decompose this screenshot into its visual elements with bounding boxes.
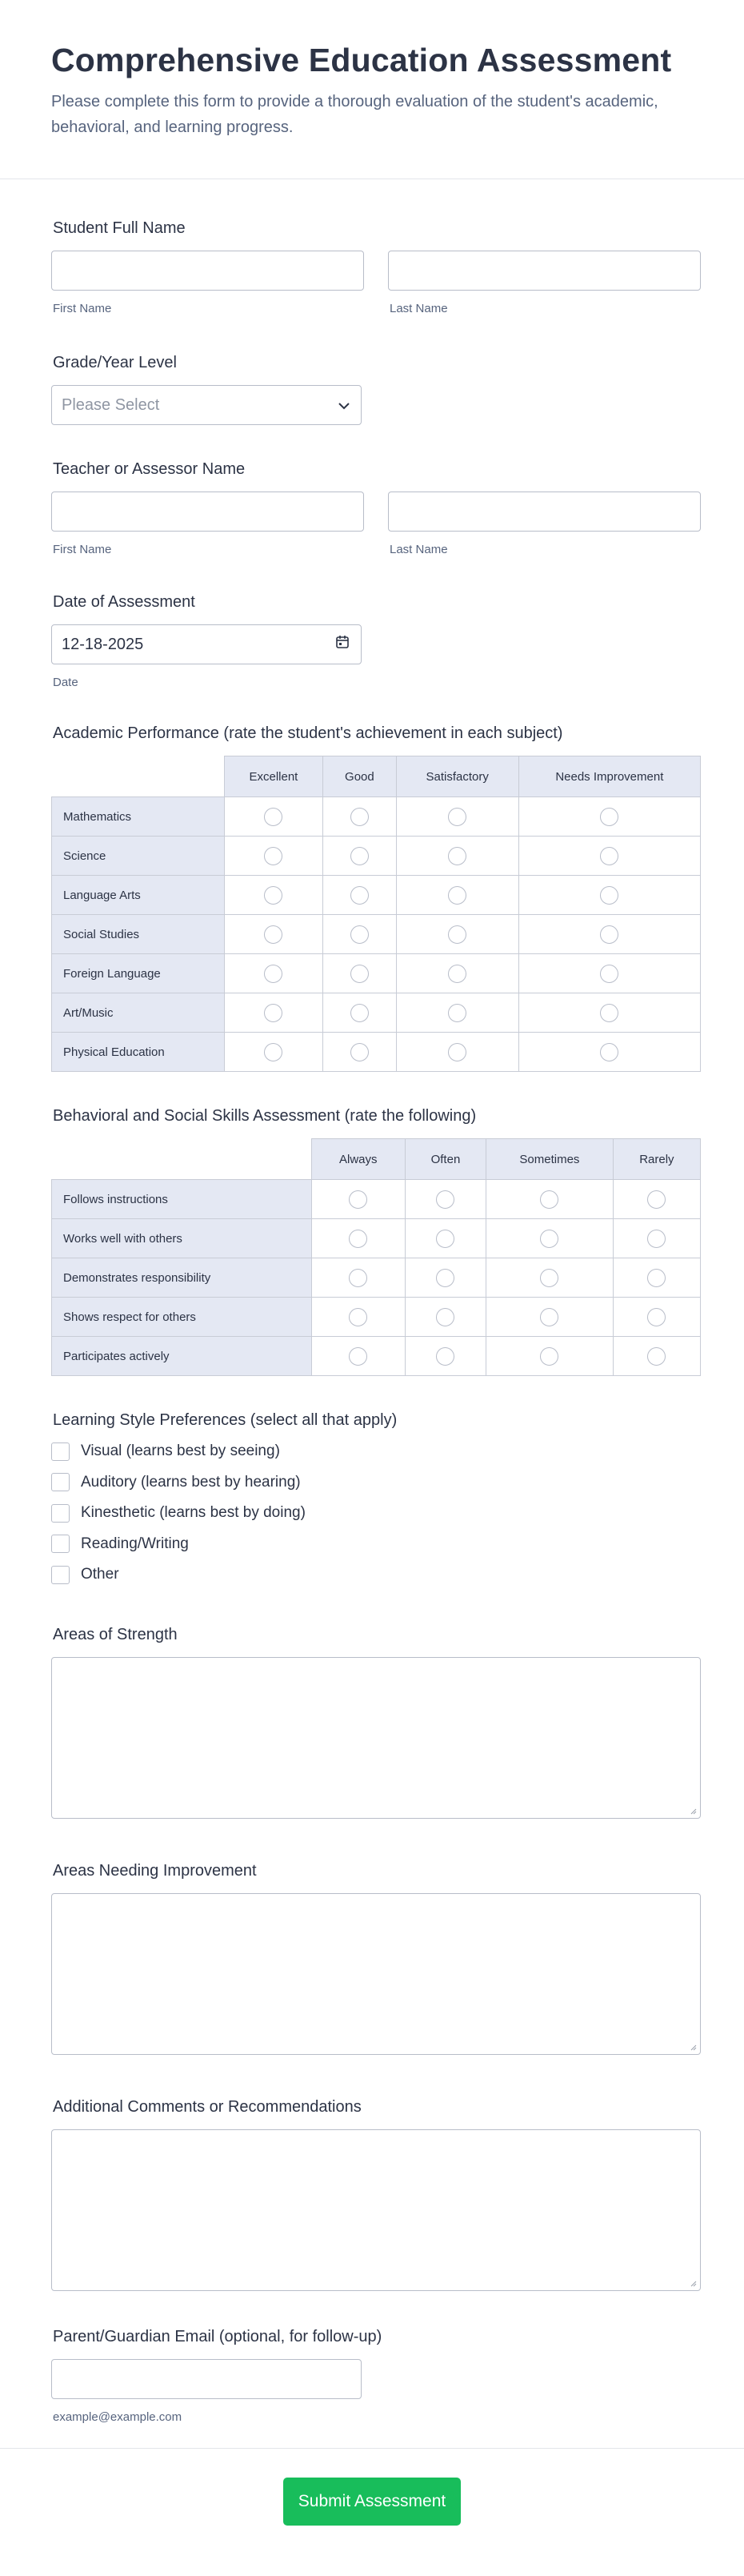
matrix-cell (405, 1219, 486, 1258)
matrix-cell (405, 1298, 486, 1337)
matrix-cell (323, 954, 397, 993)
rating-radio[interactable] (264, 1004, 282, 1022)
learning-style-checkbox[interactable] (51, 1504, 70, 1523)
rating-radio[interactable] (647, 1308, 666, 1326)
date-section (51, 593, 701, 689)
matrix-column-header: Needs Improvement (518, 756, 700, 797)
rating-radio[interactable] (264, 808, 282, 826)
matrix-column-header: Rarely (613, 1139, 700, 1180)
rating-radio[interactable] (448, 808, 466, 826)
matrix-cell (224, 797, 322, 837)
rating-radio[interactable] (540, 1230, 558, 1248)
matrix-row-label: Language Arts (52, 876, 225, 915)
matrix-row (52, 876, 701, 915)
grade-select[interactable] (51, 385, 362, 425)
matrix-row-label: Art/Music (52, 993, 225, 1033)
matrix-cell (311, 1337, 405, 1376)
matrix-row-label: Foreign Language (52, 954, 225, 993)
rating-radio[interactable] (436, 1269, 454, 1287)
matrix-cell (405, 1337, 486, 1376)
matrix-cell (405, 1258, 486, 1298)
matrix-corner (52, 756, 225, 797)
rating-radio[interactable] (540, 1308, 558, 1326)
rating-radio[interactable] (436, 1347, 454, 1366)
resize-grip-icon[interactable] (689, 1807, 697, 1815)
rating-radio[interactable] (448, 886, 466, 905)
rating-radio[interactable] (448, 965, 466, 983)
date-label: Date of Assessment (53, 593, 195, 611)
email-section (51, 2328, 701, 2424)
teacher-last-name-input[interactable] (388, 492, 701, 532)
matrix-cell (224, 1033, 322, 1072)
matrix-cell (486, 1219, 614, 1258)
matrix-column-header: Often (405, 1139, 486, 1180)
comments-section (51, 2098, 701, 2291)
rating-radio[interactable] (600, 925, 618, 944)
matrix-row-label: Physical Education (52, 1033, 225, 1072)
submit-button[interactable]: Submit Assessment (283, 2478, 461, 2526)
rating-radio[interactable] (349, 1269, 367, 1287)
behavioral-label: Behavioral and Social Skills Assessment (rate the following) (53, 1107, 477, 1125)
student-name-section (51, 219, 701, 315)
grade-select-placeholder: Please Select (62, 395, 160, 414)
student-first-name-input[interactable] (51, 251, 364, 291)
rating-radio[interactable] (264, 1043, 282, 1061)
rating-radio[interactable] (448, 847, 466, 865)
matrix-cell (486, 1337, 614, 1376)
matrix-column-header: Sometimes (486, 1139, 614, 1180)
matrix-row (52, 1298, 701, 1337)
matrix-row (52, 837, 701, 876)
learning-style-checkbox[interactable] (51, 1535, 70, 1553)
learning-style-option-label: Auditory (learns best by hearing) (81, 1473, 301, 1491)
learning-style-section (51, 1411, 701, 1591)
rating-radio[interactable] (264, 965, 282, 983)
matrix-cell (486, 1298, 614, 1337)
learning-style-option-label: Reading/Writing (81, 1535, 189, 1552)
matrix-cell (486, 1180, 614, 1219)
rating-radio[interactable] (436, 1190, 454, 1209)
form-footer (0, 2448, 744, 2526)
matrix-cell (323, 837, 397, 876)
strengths-section (51, 1626, 701, 1819)
matrix-cell (613, 1180, 700, 1219)
strengths-textarea[interactable] (51, 1657, 701, 1819)
matrix-column-header: Good (323, 756, 397, 797)
student-last-name-sublabel: Last Name (390, 302, 448, 315)
rating-radio[interactable] (448, 1043, 466, 1061)
academic-label: Academic Performance (rate the student's achievement in each subject) (53, 724, 563, 742)
matrix-cell (396, 993, 518, 1033)
learning-style-option[interactable] (51, 1529, 701, 1560)
matrix-cell (323, 915, 397, 954)
chevron-down-icon (338, 396, 350, 415)
email-input[interactable] (51, 2359, 362, 2399)
rating-radio[interactable] (600, 886, 618, 905)
matrix-cell (323, 1033, 397, 1072)
rating-radio[interactable] (540, 1269, 558, 1287)
matrix-cell (224, 954, 322, 993)
matrix-cell (613, 1298, 700, 1337)
matrix-cell (518, 837, 700, 876)
matrix-cell (224, 876, 322, 915)
rating-radio[interactable] (349, 1347, 367, 1366)
rating-radio[interactable] (448, 1004, 466, 1022)
matrix-row-label: Social Studies (52, 915, 225, 954)
rating-radio[interactable] (350, 886, 369, 905)
rating-radio[interactable] (647, 1269, 666, 1287)
matrix-row (52, 954, 701, 993)
calendar-icon[interactable] (335, 635, 350, 654)
learning-style-checkbox[interactable] (51, 1473, 70, 1491)
rating-radio[interactable] (600, 1043, 618, 1061)
matrix-corner (52, 1139, 312, 1180)
form-title: Comprehensive Education Assessment (51, 42, 672, 78)
matrix-row-label: Works well with others (52, 1219, 312, 1258)
matrix-cell (518, 876, 700, 915)
rating-radio[interactable] (264, 886, 282, 905)
matrix-cell (518, 1033, 700, 1072)
rating-radio[interactable] (540, 1347, 558, 1366)
matrix-cell (396, 876, 518, 915)
teacher-name-section (51, 460, 701, 556)
rating-radio[interactable] (349, 1230, 367, 1248)
rating-radio[interactable] (264, 847, 282, 865)
matrix-cell (396, 954, 518, 993)
rating-radio[interactable] (349, 1190, 367, 1209)
learning-style-option-label: Visual (learns best by seeing) (81, 1442, 280, 1460)
grade-section (51, 354, 701, 425)
matrix-cell (613, 1337, 700, 1376)
comments-textarea[interactable] (51, 2129, 701, 2291)
matrix-cell (613, 1258, 700, 1298)
matrix-row-label: Participates actively (52, 1337, 312, 1376)
matrix-column-header: Excellent (224, 756, 322, 797)
matrix-row (52, 1180, 701, 1219)
matrix-row (52, 1219, 701, 1258)
academic-matrix (51, 756, 701, 1072)
matrix-cell (224, 837, 322, 876)
academic-section (51, 724, 701, 1072)
matrix-cell (396, 837, 518, 876)
learning-style-label: Learning Style Preferences (select all that apply) (53, 1411, 398, 1429)
matrix-row-label: Mathematics (52, 797, 225, 837)
matrix-cell (396, 1033, 518, 1072)
rating-radio[interactable] (350, 1043, 369, 1061)
learning-style-option-label: Kinesthetic (learns best by doing) (81, 1504, 306, 1522)
rating-radio[interactable] (647, 1230, 666, 1248)
matrix-cell (518, 797, 700, 837)
learning-style-option[interactable] (51, 1498, 701, 1529)
matrix-cell (396, 797, 518, 837)
rating-radio[interactable] (436, 1230, 454, 1248)
teacher-name-label: Teacher or Assessor Name (53, 460, 246, 478)
matrix-cell (224, 915, 322, 954)
matrix-cell (311, 1258, 405, 1298)
matrix-cell (405, 1180, 486, 1219)
teacher-last-name-sublabel: Last Name (390, 543, 448, 556)
matrix-cell (311, 1298, 405, 1337)
teacher-first-name-input[interactable] (51, 492, 364, 532)
matrix-column-header: Satisfactory (396, 756, 518, 797)
grade-label: Grade/Year Level (53, 354, 177, 371)
rating-radio[interactable] (349, 1308, 367, 1326)
rating-radio[interactable] (350, 847, 369, 865)
comments-label: Additional Comments or Recommendations (53, 2097, 362, 2116)
matrix-cell (323, 993, 397, 1033)
assessment-form (0, 219, 744, 2424)
form-header (0, 0, 744, 179)
matrix-column-header: Always (311, 1139, 405, 1180)
learning-style-checkbox[interactable] (51, 1566, 70, 1584)
matrix-cell (518, 954, 700, 993)
matrix-cell (323, 797, 397, 837)
matrix-cell (396, 915, 518, 954)
matrix-row (52, 1337, 701, 1376)
student-first-name-sublabel: First Name (53, 302, 112, 315)
behavioral-matrix (51, 1138, 701, 1376)
learning-style-option[interactable] (51, 1559, 701, 1591)
rating-radio[interactable] (600, 965, 618, 983)
email-sublabel: example@example.com (53, 2409, 182, 2424)
matrix-row-label: Follows instructions (52, 1180, 312, 1219)
learning-style-option-label: Other (81, 1566, 119, 1583)
matrix-cell (311, 1180, 405, 1219)
rating-radio[interactable] (540, 1190, 558, 1209)
matrix-row (52, 1258, 701, 1298)
rating-radio[interactable] (600, 1004, 618, 1022)
rating-radio[interactable] (600, 808, 618, 826)
rating-radio[interactable] (448, 925, 466, 944)
date-value: 12-18-2025 (62, 635, 144, 653)
date-sublabel: Date (53, 676, 78, 689)
strengths-label: Areas of Strength (53, 1625, 178, 1643)
matrix-row-label: Shows respect for others (52, 1298, 312, 1337)
matrix-cell (224, 993, 322, 1033)
matrix-cell (518, 993, 700, 1033)
matrix-cell (486, 1258, 614, 1298)
matrix-cell (518, 915, 700, 954)
rating-radio[interactable] (647, 1347, 666, 1366)
learning-style-checkbox[interactable] (51, 1442, 70, 1461)
rating-radio[interactable] (350, 965, 369, 983)
matrix-row-label: Demonstrates responsibility (52, 1258, 312, 1298)
matrix-row (52, 797, 701, 837)
improvement-textarea[interactable] (51, 1893, 701, 2055)
rating-radio[interactable] (350, 1004, 369, 1022)
email-label: Parent/Guardian Email (optional, for follow-up) (53, 2327, 382, 2345)
learning-style-option[interactable] (51, 1436, 701, 1467)
matrix-cell (311, 1219, 405, 1258)
behavioral-section (51, 1107, 701, 1376)
matrix-row (52, 993, 701, 1033)
rating-radio[interactable] (264, 925, 282, 944)
rating-radio[interactable] (436, 1308, 454, 1326)
improvement-label: Areas Needing Improvement (53, 1861, 257, 1880)
matrix-row (52, 1033, 701, 1072)
rating-radio[interactable] (350, 808, 369, 826)
student-last-name-input[interactable] (388, 251, 701, 291)
teacher-first-name-sublabel: First Name (53, 543, 112, 556)
date-input[interactable] (51, 624, 362, 664)
learning-style-options (51, 1436, 701, 1591)
matrix-cell (613, 1219, 700, 1258)
rating-radio[interactable] (350, 925, 369, 944)
resize-grip-icon[interactable] (689, 2279, 697, 2287)
rating-radio[interactable] (647, 1190, 666, 1209)
matrix-cell (323, 876, 397, 915)
learning-style-option[interactable] (51, 1467, 701, 1499)
rating-radio[interactable] (600, 847, 618, 865)
resize-grip-icon[interactable] (689, 2043, 697, 2051)
matrix-row (52, 915, 701, 954)
improvement-section (51, 1862, 701, 2055)
student-name-label: Student Full Name (53, 219, 186, 237)
form-subtitle: Please complete this form to provide a thorough evaluation of the student's academic, behavioral, and learning progress. (51, 93, 658, 136)
matrix-row-label: Science (52, 837, 225, 876)
